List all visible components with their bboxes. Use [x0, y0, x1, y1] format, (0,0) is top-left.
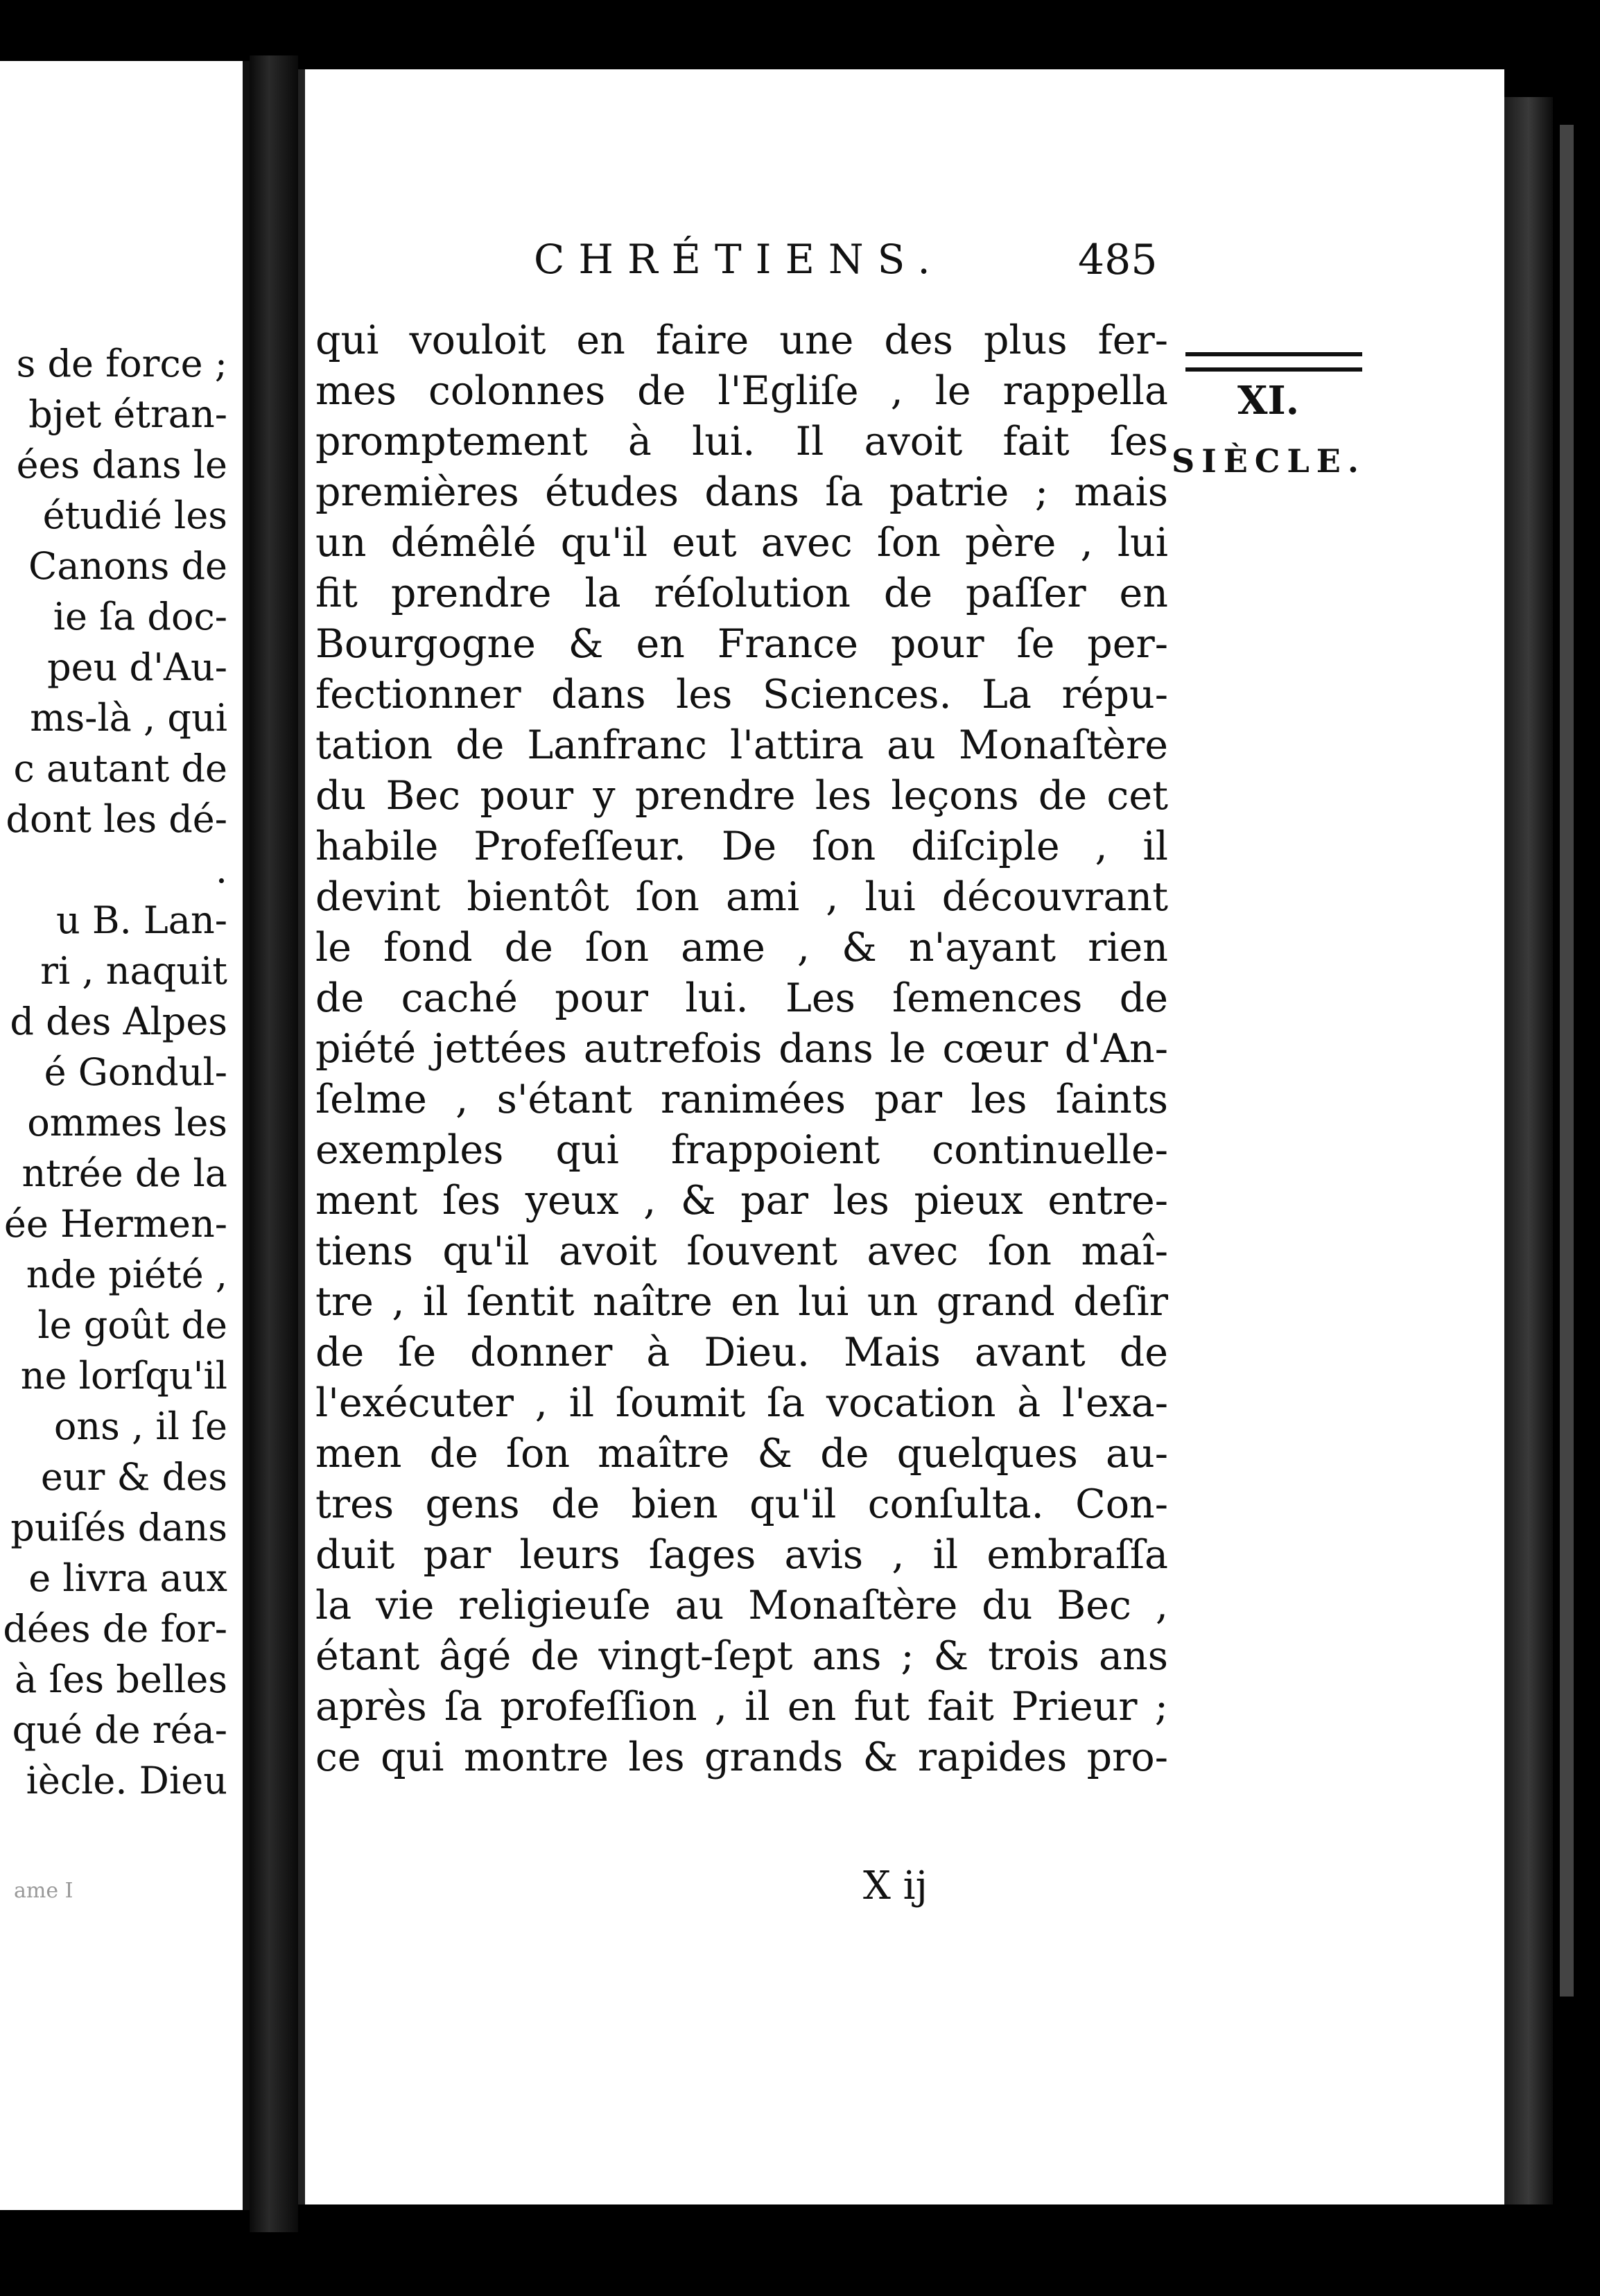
left-page-line: ri , naquit [40, 949, 227, 993]
main-text-line: mes colonnes de l'Egliſe , le rappella [315, 368, 1168, 414]
left-page-line: ntrée de la [21, 1151, 227, 1195]
main-text-line: premières études dans ſa patrie ; mais [315, 469, 1168, 515]
main-text-line: men de ſon maître & de quelques au- [315, 1431, 1168, 1477]
main-text-line: ce qui montre les grands & rapides pro- [315, 1734, 1168, 1780]
left-page-line: qué de réa- [12, 1708, 227, 1752]
left-page-line: . [215, 848, 227, 892]
left-page-line: ée Hermen- [3, 1202, 227, 1246]
left-page-line: le goût de [37, 1303, 227, 1347]
page-edge-stack [1560, 125, 1574, 1997]
main-text-line: Bourgogne & en France pour ſe per- [315, 621, 1168, 667]
main-text-line: promptement à lui. Il avoit fait ſes [315, 419, 1168, 464]
main-text-line: tiens qu'il avoit ſouvent avec ſon maî- [315, 1228, 1168, 1274]
left-page-line: peu d'Au- [47, 645, 227, 689]
left-page-line: d des Alpes [10, 1000, 227, 1043]
main-text-line: l'exécuter , il ſoumit ſa vocation à l'exa- [315, 1380, 1168, 1426]
main-text-line: la vie religieuſe au Monaſtère du Bec , [315, 1583, 1168, 1628]
main-text-line: piété jettées autrefois dans le cœur d'An- [315, 1026, 1168, 1072]
margin-century-label: SIÈCLE. [1172, 442, 1366, 480]
main-text-line: tation de Lanfranc l'attira au Monaſtère [315, 722, 1168, 768]
left-page-line: dont les dé- [6, 797, 227, 841]
left-page-line: puiſés dans [10, 1506, 227, 1549]
page-edge-shadow [1504, 97, 1553, 2204]
margin-century-number: XI. [1237, 378, 1300, 424]
book-gutter [250, 55, 298, 2232]
main-text-line: ſelme , s'étant ranimées par les ſaints [315, 1077, 1168, 1122]
main-text-line: fit prendre la réſolution de paſſer en [315, 571, 1168, 616]
main-text-line: exemples qui frappoient continuelle- [315, 1127, 1168, 1173]
left-page-line: ommes les [27, 1101, 227, 1145]
main-text-line: tres gens de bien qu'il conſulta. Con- [315, 1481, 1168, 1527]
main-text-line: tre , il ſentit naître en lui un grand deſir [315, 1279, 1168, 1325]
left-page-line: ms-là , qui [30, 696, 227, 740]
left-page-line: iècle. Dieu [26, 1759, 227, 1802]
main-text-line: ment ſes yeux , & par les pieux entre- [315, 1178, 1168, 1224]
main-text-block [315, 315, 1168, 1783]
left-page-line: Canons de [28, 544, 227, 588]
main-text-line: duit par leurs ſages avis , il embraſſa [315, 1532, 1168, 1578]
main-text-line: fectionner dans les Sciences. La répu- [315, 672, 1168, 718]
main-text-line: étant âgé de vingt-ſept ans ; & trois ans [315, 1633, 1168, 1679]
left-page-line: ées dans le [16, 443, 227, 487]
main-text-line: un démêlé qu'il eut avec ſon père , lui [315, 520, 1168, 566]
left-page-line: étudié les [42, 494, 227, 537]
signature-mark: X ij [863, 1863, 928, 1908]
main-text-line: devint bientôt ſon ami , lui découvrant [315, 874, 1168, 920]
left-page-line: bjet étran- [28, 392, 227, 436]
running-head: CHRÉTIENS. [534, 236, 944, 283]
main-text-line: de ſe donner à Dieu. Mais avant de [315, 1330, 1168, 1375]
left-page-line: dées de for- [3, 1607, 227, 1651]
margin-double-rule [1185, 352, 1362, 372]
left-page-line: nde piété , [26, 1253, 227, 1296]
left-page-line: ons , il ſe [53, 1404, 227, 1448]
main-text-line: habile Profeſſeur. De ſon diſciple , il [315, 824, 1168, 869]
page-number: 485 [1078, 236, 1158, 284]
main-text-line: qui vouloit en faire une des plus fer- [315, 318, 1168, 363]
left-page-line: u B. Lan- [55, 898, 227, 942]
left-page-line: e livra aux [28, 1556, 227, 1600]
left-page-footer-fragment: ame I [14, 1879, 73, 1903]
main-text-line: le fond de ſon ame , & n'ayant rien [315, 925, 1168, 971]
left-page-line: é Gondul- [44, 1050, 227, 1094]
left-page-text [0, 338, 227, 1806]
left-page-line: à ſes belles [15, 1658, 227, 1701]
left-page-line: ie ſa doc- [53, 595, 227, 638]
left-page-line: ne lorſqu'il [20, 1354, 227, 1398]
main-text-line: du Bec pour y prendre les leçons de cet [315, 773, 1168, 819]
left-page [0, 61, 250, 2210]
left-page-line: c autant de [13, 747, 227, 790]
main-text-line: après ſa profeſſion , il en fut fait Prieur ; [315, 1684, 1168, 1730]
left-page-line: s de force ; [16, 342, 227, 385]
left-page-line: eur & des [40, 1455, 227, 1499]
main-text-line: de caché pour lui. Les ſemences de [315, 975, 1168, 1021]
